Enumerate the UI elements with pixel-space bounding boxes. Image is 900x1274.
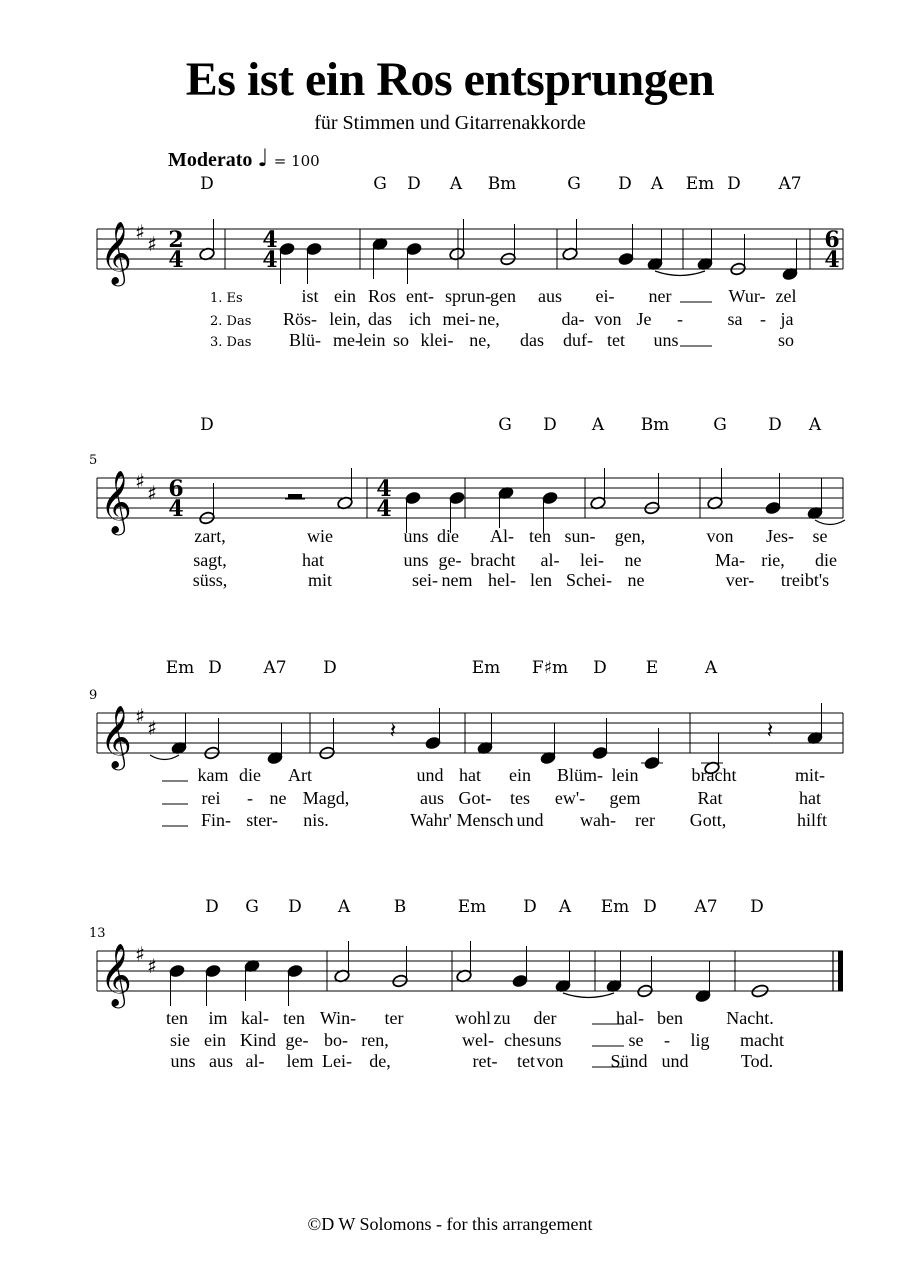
chord-symbol: D bbox=[593, 658, 607, 678]
lyric-syllable: Rat bbox=[697, 788, 723, 808]
lyric-syllable: nem bbox=[441, 570, 473, 590]
lyric-syllable: ent- bbox=[406, 286, 434, 306]
lyric-syllable: uns bbox=[403, 550, 429, 570]
chord-symbol: Em bbox=[685, 174, 715, 194]
staff-system bbox=[89, 658, 843, 830]
note-head bbox=[406, 242, 423, 256]
lyric-syllable: rer bbox=[635, 810, 655, 830]
lyric-syllable: ich bbox=[409, 309, 431, 329]
lyric-syllable: wel- bbox=[462, 1030, 494, 1050]
chord-symbol: D bbox=[200, 415, 214, 435]
lyric-syllable: sei- bbox=[412, 570, 438, 590]
lyric-syllable: bracht bbox=[470, 550, 516, 570]
time-signature-bottom: 4 bbox=[824, 247, 840, 273]
lyric-syllable: se bbox=[812, 526, 828, 546]
tie bbox=[563, 993, 614, 998]
treble-clef-icon: 𝄞 bbox=[100, 705, 132, 768]
note-head bbox=[205, 964, 222, 978]
lyric-syllable: aus bbox=[209, 1051, 233, 1071]
staff-system bbox=[89, 897, 843, 1071]
note-head bbox=[542, 491, 559, 505]
lyric-syllable: gen bbox=[490, 286, 516, 306]
lyric-syllable: se bbox=[628, 1030, 644, 1050]
lyric-syllable: treibt's bbox=[780, 570, 830, 590]
chord-symbol: D bbox=[208, 658, 222, 678]
lyric-syllable: bo- bbox=[324, 1030, 348, 1050]
sharp-icon: ♯ bbox=[147, 481, 157, 505]
quarter-note-icon: ♩ bbox=[257, 144, 269, 172]
note-head bbox=[592, 746, 609, 760]
chord-symbol: G bbox=[373, 174, 387, 194]
sharp-icon: ♯ bbox=[135, 220, 145, 244]
tie bbox=[655, 271, 705, 276]
lyric-syllable: wie bbox=[307, 526, 333, 546]
lyric-syllable: im bbox=[208, 1008, 228, 1028]
lyric-syllable: so bbox=[777, 330, 795, 350]
lyric-syllable: Lei- bbox=[322, 1051, 352, 1071]
lyric-syllable: wohl bbox=[455, 1008, 491, 1028]
note-head bbox=[279, 242, 296, 256]
page-title: Es ist ein Ros entsprungen bbox=[185, 53, 715, 106]
sharp-icon: ♯ bbox=[135, 469, 145, 493]
lyric-syllable: lein, bbox=[329, 309, 361, 329]
copyright-notice: ©D W Solomons - for this arrangement bbox=[307, 1214, 593, 1234]
lyric-syllable: Win- bbox=[319, 1008, 357, 1028]
lyric-syllable: kam bbox=[197, 765, 229, 785]
lyric-syllable: ei- bbox=[595, 286, 615, 306]
lyric-syllable: und bbox=[516, 810, 544, 830]
lyric-syllable: duf- bbox=[563, 330, 593, 350]
measure-number: 5 bbox=[89, 453, 98, 468]
lyric-syllable: lein bbox=[611, 765, 639, 785]
chord-symbol: A bbox=[558, 897, 572, 917]
chord-symbol: D bbox=[407, 174, 421, 194]
lyric-syllable: ten bbox=[529, 526, 551, 546]
lyric-syllable: so bbox=[392, 330, 410, 350]
verse-label: 3. Das bbox=[210, 335, 252, 350]
lyric-syllable: ret- bbox=[472, 1051, 498, 1071]
note-head bbox=[425, 736, 442, 750]
lyric-syllable: Kind bbox=[240, 1030, 276, 1050]
lyric-syllable: ne, bbox=[478, 309, 500, 329]
note-head bbox=[287, 964, 304, 978]
lyric-syllable: Magd, bbox=[302, 788, 350, 808]
lyric-syllable: de, bbox=[369, 1051, 391, 1071]
sharp-icon: ♯ bbox=[135, 704, 145, 728]
quarter-rest-icon: 𝄽 bbox=[766, 719, 774, 744]
lyric-syllable: hal- bbox=[616, 1008, 644, 1028]
chord-symbol: D bbox=[543, 415, 557, 435]
lyric-syllable: ne bbox=[269, 788, 287, 808]
lyric-syllable: sa bbox=[727, 309, 743, 329]
lyric-syllable: Blü- bbox=[288, 330, 322, 350]
lyric-syllable: aus bbox=[420, 788, 444, 808]
lyric-syllable: uns bbox=[536, 1030, 562, 1050]
lyric-syllable: - bbox=[677, 309, 683, 329]
chord-symbol: D bbox=[523, 897, 537, 917]
lyric-syllable: ten bbox=[283, 1008, 305, 1028]
chord-symbol: Bm bbox=[487, 174, 517, 194]
chord-symbol: D bbox=[288, 897, 302, 917]
lyric-syllable: tet bbox=[607, 330, 625, 350]
chord-symbol: A7 bbox=[694, 897, 718, 917]
lyric-syllable: zart, bbox=[194, 526, 226, 546]
lyric-syllable: ein bbox=[204, 1030, 226, 1050]
treble-clef-icon: 𝄞 bbox=[100, 943, 132, 1006]
chord-symbol: A7 bbox=[778, 174, 802, 194]
lyric-syllable: macht bbox=[740, 1030, 784, 1050]
lyric-syllable: gen, bbox=[614, 526, 646, 546]
lyric-syllable: ter bbox=[384, 1008, 404, 1028]
lyric-syllable: Ros bbox=[367, 286, 397, 306]
chord-symbol: F♯m bbox=[531, 658, 569, 678]
chord-symbol: Em bbox=[457, 897, 487, 917]
lyric-syllable: ne, bbox=[469, 330, 491, 350]
lyric-syllable: - bbox=[664, 1030, 670, 1050]
lyric-syllable: Tod. bbox=[740, 1051, 774, 1071]
lyric-syllable: ist bbox=[301, 286, 319, 306]
chord-symbol: Em bbox=[471, 658, 501, 678]
lyric-syllable: hat bbox=[799, 788, 821, 808]
lyric-syllable: ge- bbox=[285, 1030, 309, 1050]
lyric-syllable: ten bbox=[166, 1008, 188, 1028]
lyric-syllable: - bbox=[247, 788, 253, 808]
lyric-syllable: tes bbox=[510, 788, 530, 808]
treble-clef-icon: 𝄞 bbox=[100, 221, 132, 284]
time-signature-top: 2 bbox=[168, 227, 184, 253]
lyric-syllable: das bbox=[368, 309, 392, 329]
note-head bbox=[449, 491, 466, 505]
chord-symbol: A bbox=[337, 897, 351, 917]
quarter-rest-icon: 𝄽 bbox=[389, 719, 397, 744]
lyric-syllable: Mensch bbox=[456, 810, 514, 830]
time-signature-bottom: 4 bbox=[262, 247, 278, 273]
note-head bbox=[765, 501, 782, 515]
lyric-syllable: zu bbox=[493, 1008, 511, 1028]
chord-symbol: D bbox=[323, 658, 337, 678]
lyric-syllable: uns bbox=[170, 1051, 196, 1071]
lyric-syllable: die bbox=[239, 765, 261, 785]
lyric-syllable: Schei- bbox=[566, 570, 612, 590]
lyric-syllable: Al- bbox=[490, 526, 514, 546]
chord-symbol: Em bbox=[165, 658, 195, 678]
sharp-icon: ♯ bbox=[135, 942, 145, 966]
lyric-syllable: von bbox=[594, 309, 622, 329]
half-rest-icon bbox=[288, 494, 302, 499]
lyric-syllable: Got- bbox=[458, 788, 492, 808]
chord-symbol: A bbox=[449, 174, 463, 194]
lyric-syllable: bracht bbox=[691, 765, 737, 785]
chord-symbol: D bbox=[768, 415, 782, 435]
lyric-syllable: kal- bbox=[241, 1008, 269, 1028]
lyric-syllable: von bbox=[706, 526, 734, 546]
note-head bbox=[405, 491, 422, 505]
lyric-syllable: Art bbox=[288, 765, 312, 785]
lyric-syllable: ster- bbox=[246, 810, 278, 830]
chord-symbol: D bbox=[618, 174, 632, 194]
lyric-syllable: das bbox=[520, 330, 544, 350]
lyric-syllable: Jes- bbox=[766, 526, 794, 546]
chord-symbol: D bbox=[643, 897, 657, 917]
lyric-syllable: Wur- bbox=[728, 286, 766, 306]
lyric-syllable: wah- bbox=[580, 810, 616, 830]
lyric-syllable: ew'- bbox=[554, 788, 586, 808]
tempo-word: Moderato bbox=[168, 149, 253, 171]
lyric-syllable: der bbox=[533, 1008, 557, 1028]
verse-label: 2. Das bbox=[210, 314, 252, 329]
chord-symbol: G bbox=[245, 897, 259, 917]
chord-symbol: A bbox=[808, 415, 822, 435]
treble-clef-icon: 𝄞 bbox=[100, 470, 132, 533]
lyric-syllable: ge- bbox=[438, 550, 462, 570]
lyric-syllable: uns bbox=[403, 526, 429, 546]
lyric-syllable: lein bbox=[358, 330, 386, 350]
lyric-syllable: mit bbox=[307, 570, 333, 590]
measure-number: 9 bbox=[89, 688, 98, 703]
lyric-syllable: sprun- bbox=[445, 286, 491, 306]
lyric-syllable: uns bbox=[653, 330, 679, 350]
lyric-syllable: hel- bbox=[488, 570, 516, 590]
lyric-syllable: hilft bbox=[797, 810, 827, 830]
lyric-syllable: zel bbox=[775, 286, 797, 306]
lyric-syllable: sie bbox=[170, 1030, 190, 1050]
staff-system bbox=[89, 415, 845, 590]
lyric-syllable: gem bbox=[609, 788, 641, 808]
lyric-syllable: mei- bbox=[442, 309, 476, 329]
note-head bbox=[512, 974, 529, 988]
note-head bbox=[618, 252, 635, 266]
final-barline bbox=[838, 951, 843, 991]
sharp-icon: ♯ bbox=[147, 954, 157, 978]
lyric-syllable: Sünd bbox=[610, 1051, 648, 1071]
lyric-syllable: ne bbox=[627, 570, 645, 590]
lyric-syllable: tet bbox=[517, 1051, 535, 1071]
lyric-syllable: Ma- bbox=[715, 550, 745, 570]
note-head bbox=[169, 964, 186, 978]
lyric-syllable: len bbox=[530, 570, 552, 590]
time-signature-top: 6 bbox=[824, 227, 840, 253]
lyric-syllable: die bbox=[815, 550, 837, 570]
lyric-syllable: Gott, bbox=[689, 810, 727, 830]
lyric-syllable: die bbox=[437, 526, 459, 546]
chord-symbol: A bbox=[591, 415, 605, 435]
lyric-syllable: Blüm- bbox=[556, 765, 604, 785]
chord-symbol: B bbox=[393, 897, 407, 917]
verse-label: 1. Es bbox=[210, 291, 243, 306]
lyric-syllable: hat bbox=[459, 765, 481, 785]
lyric-syllable: lei- bbox=[580, 550, 604, 570]
sharp-icon: ♯ bbox=[147, 716, 157, 740]
chord-symbol: D bbox=[205, 897, 219, 917]
lyric-syllable: me- bbox=[333, 330, 361, 350]
sharp-icon: ♯ bbox=[147, 232, 157, 256]
lyric-syllable: Rös- bbox=[282, 309, 318, 329]
chord-symbol: Bm bbox=[640, 415, 670, 435]
chord-symbol: D bbox=[750, 897, 764, 917]
lyric-syllable: ches bbox=[504, 1030, 536, 1050]
lyric-syllable: lig bbox=[690, 1030, 710, 1050]
lyric-syllable: ein bbox=[509, 765, 531, 785]
lyric-syllable: Nacht. bbox=[726, 1008, 774, 1028]
lyric-syllable: aus bbox=[538, 286, 562, 306]
tie bbox=[815, 520, 845, 525]
lyric-syllable: mit- bbox=[795, 765, 825, 785]
chord-symbol: A7 bbox=[263, 658, 287, 678]
lyric-syllable: Wahr' bbox=[410, 810, 452, 830]
lyric-syllable: da- bbox=[561, 309, 585, 329]
staff-system bbox=[97, 174, 843, 350]
lyric-syllable: und bbox=[661, 1051, 689, 1071]
chord-symbol: Em bbox=[600, 897, 630, 917]
lyric-syllable: klei- bbox=[420, 330, 454, 350]
lyric-syllable: hat bbox=[302, 550, 324, 570]
tempo-bpm: = 100 bbox=[273, 152, 320, 170]
lyric-syllable: ner bbox=[648, 286, 672, 306]
lyric-syllable: sagt, bbox=[193, 550, 227, 570]
lyric-syllable: ne bbox=[624, 550, 642, 570]
time-signature-bottom: 4 bbox=[168, 496, 184, 522]
chord-symbol: D bbox=[727, 174, 741, 194]
lyric-syllable: ver- bbox=[725, 570, 755, 590]
lyric-syllable: Je bbox=[636, 309, 652, 329]
lyric-syllable: ein bbox=[334, 286, 356, 306]
lyric-syllable: von bbox=[536, 1051, 564, 1071]
chord-symbol: E bbox=[645, 658, 659, 678]
lyric-syllable: - bbox=[760, 309, 766, 329]
time-signature-top: 6 bbox=[168, 476, 184, 502]
lyric-syllable: süss, bbox=[192, 570, 228, 590]
time-signature-top: 4 bbox=[262, 227, 278, 253]
chord-symbol: G bbox=[713, 415, 727, 435]
lyric-syllable: ben bbox=[657, 1008, 683, 1028]
lyric-syllable: rei bbox=[201, 788, 221, 808]
lyric-syllable: und bbox=[416, 765, 444, 785]
lyric-syllable: rie, bbox=[761, 550, 785, 570]
time-signature-bottom: 4 bbox=[376, 496, 392, 522]
chord-symbol: G bbox=[567, 174, 581, 194]
page-subtitle: für Stimmen und Gitarrenakkorde bbox=[314, 112, 586, 134]
lyric-syllable: nis. bbox=[303, 810, 329, 830]
measure-number: 13 bbox=[89, 926, 106, 941]
lyric-syllable: sun- bbox=[564, 526, 596, 546]
chord-symbol: A bbox=[704, 658, 718, 678]
note-head bbox=[306, 242, 323, 256]
lyric-syllable: lem bbox=[286, 1051, 314, 1071]
tie bbox=[150, 755, 179, 760]
chord-symbol: G bbox=[498, 415, 512, 435]
lyric-syllable: al- bbox=[245, 1051, 265, 1071]
time-signature-bottom: 4 bbox=[168, 247, 184, 273]
time-signature-top: 4 bbox=[376, 476, 392, 502]
chord-symbol: D bbox=[200, 174, 214, 194]
lyric-syllable: ren, bbox=[361, 1030, 389, 1050]
chord-symbol: A bbox=[650, 174, 664, 194]
lyric-syllable: ja bbox=[780, 309, 794, 329]
lyric-syllable: al- bbox=[540, 550, 560, 570]
lyric-syllable: Fin- bbox=[200, 810, 232, 830]
